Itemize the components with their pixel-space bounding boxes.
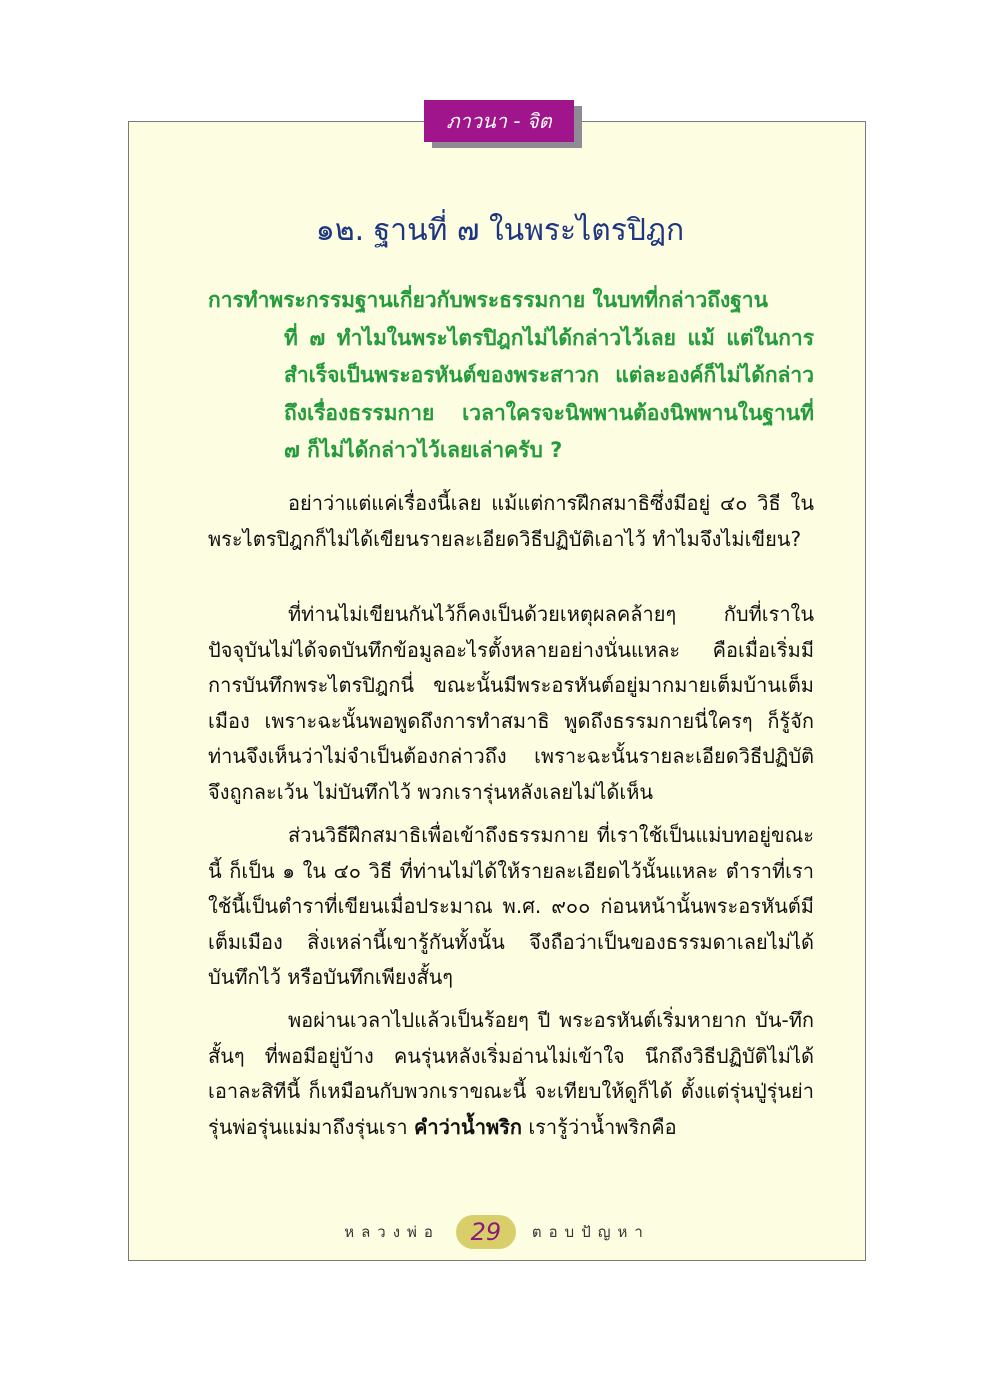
paragraph-4-text-b: เรารู้ว่าน้ำพริกคือ — [521, 1114, 677, 1139]
paragraph-3 — [208, 818, 814, 996]
question-first-line: การทำพระกรรมฐานเกี่ยวกับพระธรรมกาย ในบทที่กล่าวถึงฐาน — [208, 288, 768, 312]
paragraph-3-text: ส่วนวิธีฝึกสมาธิเพื่อเข้าถึงธรรมกาย ที่เราใช้เป็นแม่บทอยู่ขณะนี้ ก็เป็น ๑ ใน ๔๐ วิธี ที่ท่านไม่ได้ให้รายละเอียดไว้นั้นแหละ ตำราที่เราใช้นี้เป็นตำราที่เขียนเมื่อประมาณ พ.ศ. ๙๐๐ ก่อนหน้านั้นพระอรหันต์มีเต็มเมือง สิ่งเหล่านี้เขารู้กันทั้งนั้น จึงถือว่าเป็นของธรรมดาเลยไม่ได้บันทึกไว้ หรือบันทึกเพียงสั้นๆ — [208, 823, 814, 989]
paragraph-4-bold-term: คำว่าน้ำพริก — [413, 1114, 522, 1139]
paragraph-2 — [208, 597, 814, 810]
paragraph-4 — [208, 1003, 814, 1145]
paragraph-4-text-a: พอผ่านเวลาไปแล้วเป็นร้อยๆ ปี พระอรหันต์เริ่มหายาก บัน-ทึกสั้นๆ ที่พอมีอยู่บ้าง คนรุ่นหลังเริ่มอ่านไม่เข้าใจ นึกถึงวิธีปฏิบัติไม่ได้ เอาละสิทีนี้ ก็เหมือนกับพวกเราขณะนี้ จะเทียบให้ดูก็ได้ ตั้งแต่รุ่นปู่รุ่นย่ารุ่นพ่อรุ่นแม่มาถึงรุ่นเรา — [208, 1008, 814, 1139]
page-footer — [128, 1212, 866, 1252]
section-tab-label: ภาวนา - จิต — [446, 109, 552, 133]
paragraph-2-text: ที่ท่านไม่เขียนกันไว้ก็คงเป็นด้วยเหตุผลคล้ายๆ กับที่เราในปัจจุบันไม่ได้จดบันทึกข้อมูลอะไรตั้งหลายอย่างนั่นแหละ คือเมื่อเริ่มมีการบันทึกพระไตรปิฎกนี่ ขณะนั้นมีพระอรหันต์อยู่มากมายเต็มบ้านเต็มเมือง เพราะฉะนั้นพอพูดถึงการทำสมาธิ พูดถึงธรรมกายนี่ใครๆ ก็รู้จัก ท่านจึงเห็นว่าไม่จำเป็นต้องกล่าวถึง เพราะฉะนั้นรายละเอียดวิธีปฏิบัติจึงถูกละเว้น ไม่บันทึกไว้ พวกเรารุ่นหลังเลยไม่ได้เห็น — [208, 602, 814, 804]
footer-right-text: ตอบปัญหา — [531, 1223, 650, 1241]
paragraph-1 — [208, 486, 814, 557]
chapter-title: ๑๒. ฐานที่ ๗ ในพระไตรปิฎก — [315, 213, 685, 248]
footer-left-text: หลวงพ่อ — [344, 1223, 440, 1241]
question-block — [208, 282, 814, 470]
paragraph-1-text: อย่าว่าแต่แค่เรื่องนี้เลย แม้แต่การฝึกสมาธิซึ่งมีอยู่ ๔๐ วิธี ในพระไตรปิฎกก็ไม่ได้เขียนรายละเอียดวิธีปฏิบัติเอาไว้ ทำไมจึงไม่เขียน? — [208, 491, 814, 551]
section-tab — [424, 100, 574, 142]
question-rest: ที่ ๗ ทำไมในพระไตรปิฎกไม่ได้กล่าวไว้เลย แม้ แต่ในการสำเร็จเป็นพระอรหันต์ของพระสาวก แต่ละองค์ก็ไม่ได้กล่าวถึงเรื่องธรรมกาย เวลาใครจะนิพพานต้องนิพพานในฐานที่ ๗ ก็ไม่ได้กล่าวไว้เลยเล่าครับ ? — [284, 325, 814, 462]
page-number: 29 — [456, 1215, 516, 1249]
